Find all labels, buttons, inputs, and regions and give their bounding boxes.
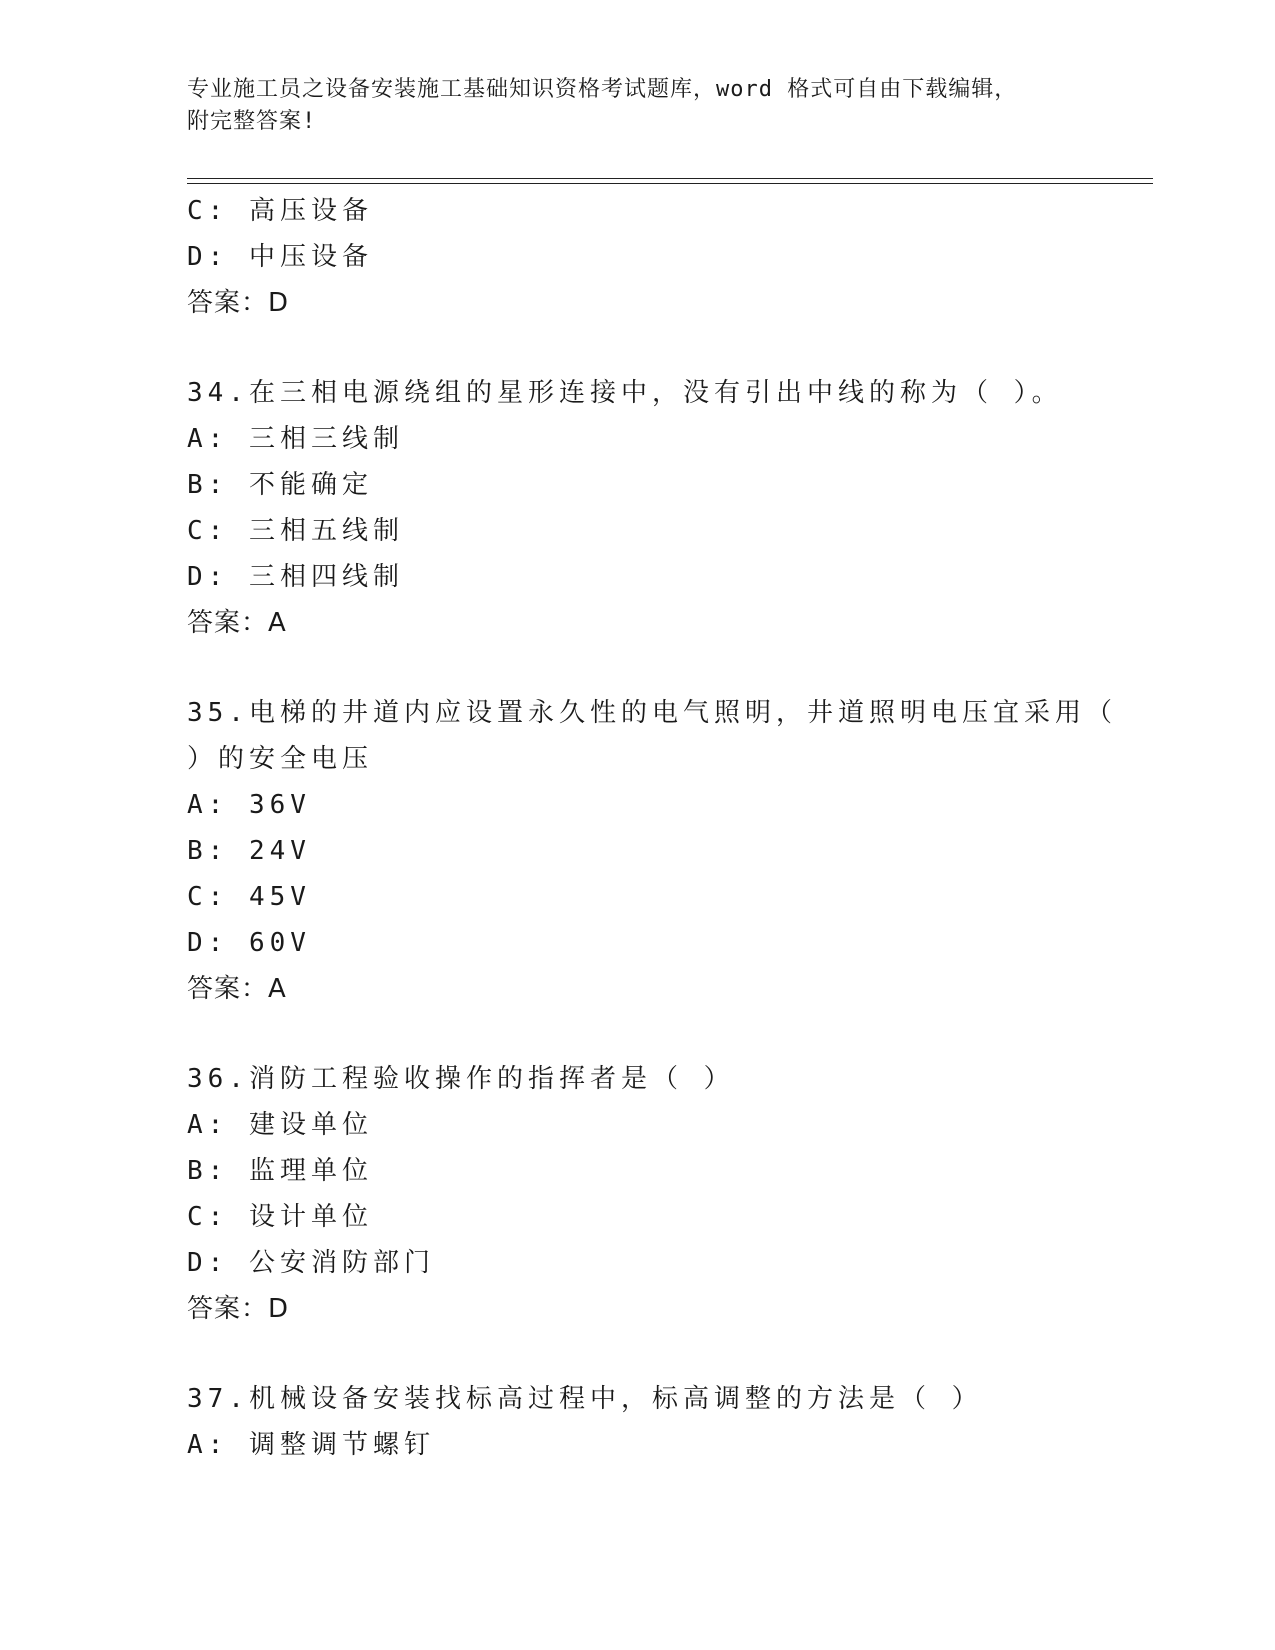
question-stem: 37.机械设备安装找标高过程中，标高调整的方法是（ ） xyxy=(187,1384,983,1414)
answer-line: 答案：D xyxy=(187,1294,290,1324)
spacer xyxy=(187,1012,1087,1056)
option-b: B: 24V xyxy=(187,836,311,866)
spacer xyxy=(187,326,1087,370)
question-stem: 34.在三相电源绕组的星形连接中，没有引出中线的称为（ ）。 xyxy=(187,378,1063,408)
document-body xyxy=(187,188,1117,1468)
answer-line: 答案：A xyxy=(187,974,287,1004)
question-block-34 xyxy=(187,370,1087,646)
option-c: C: 三相五线制 xyxy=(187,516,404,546)
option-b: B: 不能确定 xyxy=(187,470,373,500)
header-line-2: 附完整答案! xyxy=(187,109,317,134)
question-stem-continued: ）的安全电压 xyxy=(187,744,374,774)
option-d: D: 中压设备 xyxy=(187,242,373,272)
spacer xyxy=(187,1332,1087,1376)
question-block-37 xyxy=(187,1376,1087,1468)
header-line-1: 专业施工员之设备安装施工基础知识资格考试题库，word 格式可自由下载编辑， xyxy=(187,77,1018,102)
option-b: B: 监理单位 xyxy=(187,1156,373,1186)
document-header xyxy=(187,74,1087,138)
option-d: D: 60V xyxy=(187,928,311,958)
option-d: D: 公安消防部门 xyxy=(187,1248,435,1278)
option-d: D: 三相四线制 xyxy=(187,562,404,592)
header-divider-bottom xyxy=(187,183,1153,184)
option-a: A: 建设单位 xyxy=(187,1110,373,1140)
question-stem: 36.消防工程验收操作的指挥者是（ ） xyxy=(187,1064,735,1094)
option-c: C: 高压设备 xyxy=(187,196,373,226)
option-a: A: 36V xyxy=(187,790,311,820)
answer-line: 答案：D xyxy=(187,288,290,318)
option-a: A: 三相三线制 xyxy=(187,424,404,454)
question-block-35 xyxy=(187,690,1117,1012)
answer-line: 答案：A xyxy=(187,608,287,638)
header-divider-top xyxy=(187,178,1153,179)
question-block-36 xyxy=(187,1056,1087,1332)
option-a: A: 调整调节螺钉 xyxy=(187,1430,435,1460)
option-c: C: 45V xyxy=(187,882,311,912)
option-c: C: 设计单位 xyxy=(187,1202,373,1232)
spacer xyxy=(187,646,1087,690)
question-stem: 35.电梯的井道内应设置永久性的电气照明，井道照明电压宜采用（ xyxy=(187,698,1117,728)
question-block-33 xyxy=(187,188,1087,326)
